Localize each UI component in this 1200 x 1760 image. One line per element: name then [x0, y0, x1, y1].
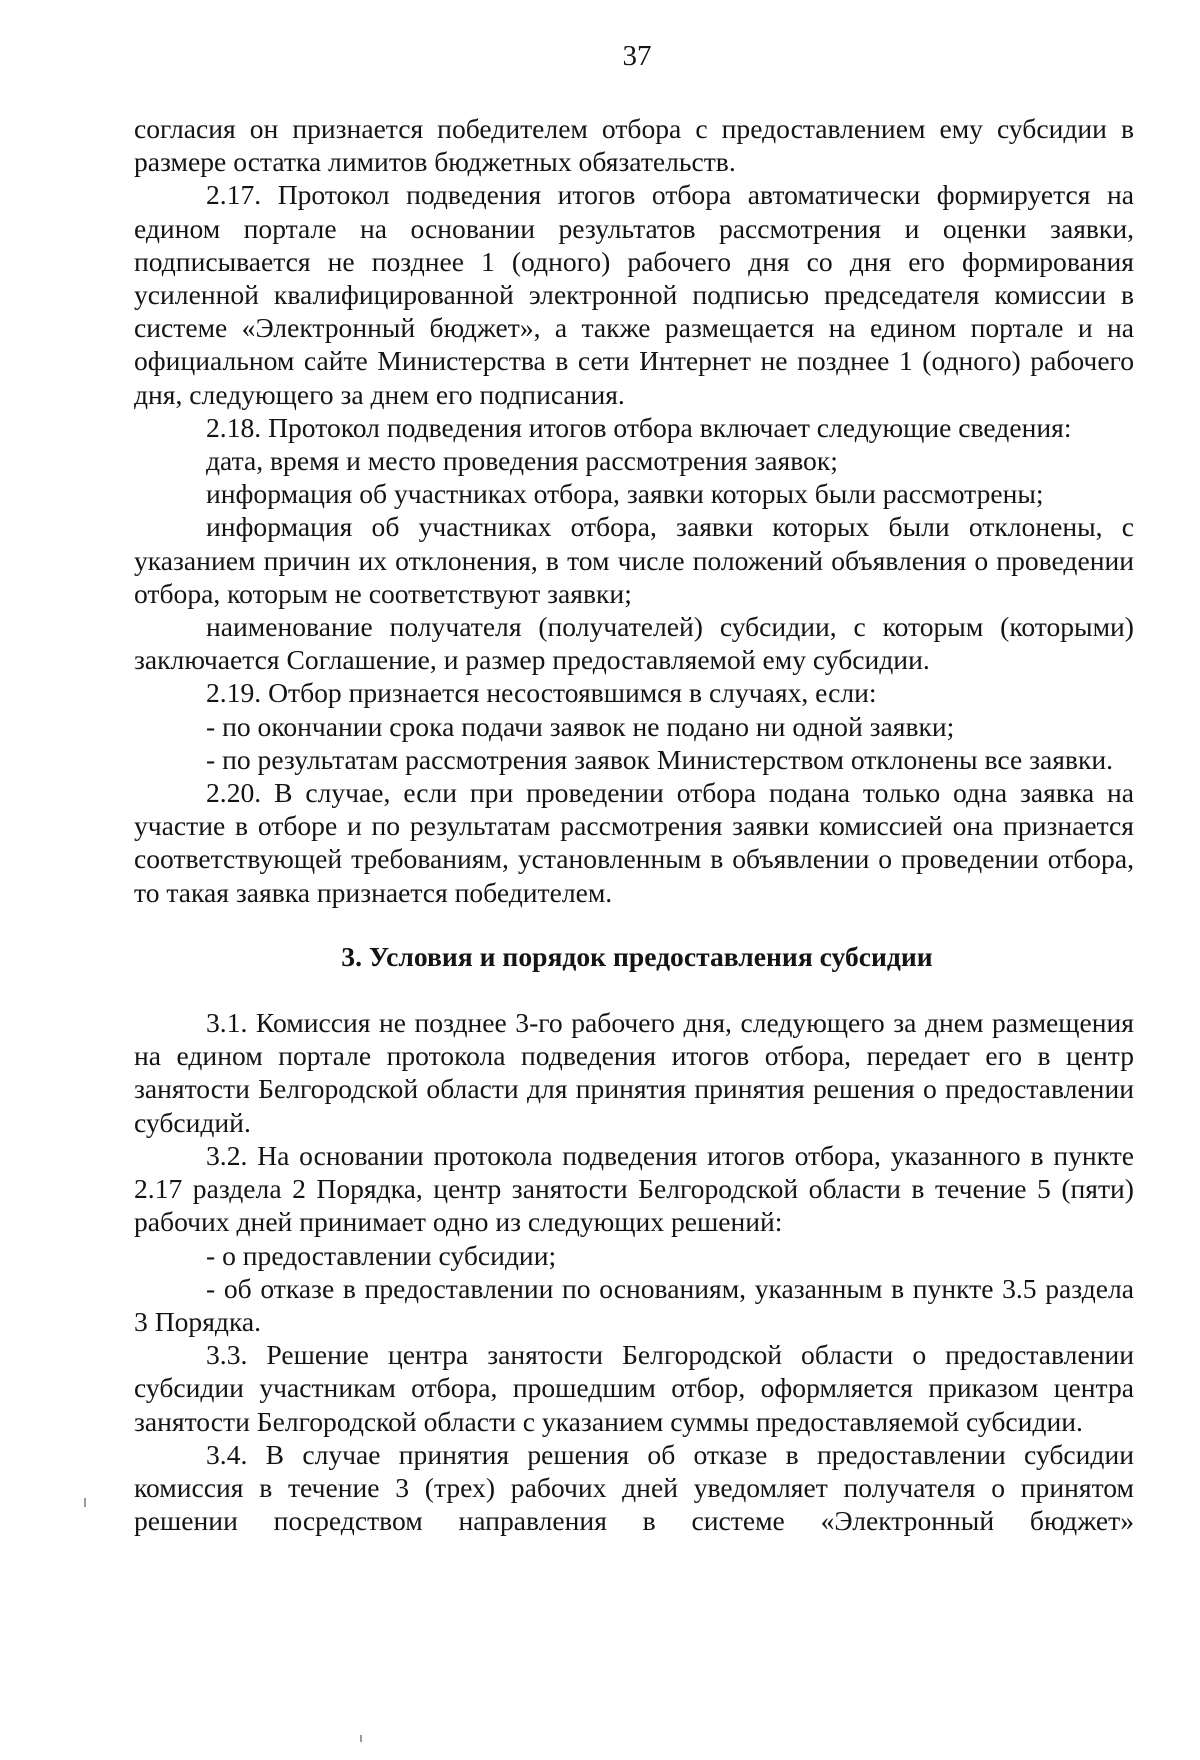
paragraph: 2.17. Протокол подведения итогов отбора автоматически формируется на едином портале на основании результатов рассмотрения и оценки заявки, подписывается не позднее 1 (одного) рабочего дня со дня его формирования усиленной квалифицированной электронной подписью председателя комиссии в системе «Электронный бюджет», а также размещается на едином портале и на официальном сайте Министерства в сети Интернет не позднее 1 (одного) рабочего дня, следующего за днем его подписания. [134, 179, 1134, 410]
section-heading: 3. Условия и порядок предоставления субсидии [341, 940, 933, 972]
body-text-bottom [134, 1006, 1134, 1537]
paragraph: 2.19. Отбор признается несостоявшимся в случаях, если: [206, 677, 877, 709]
body-text-top [134, 112, 1134, 909]
paragraph: 3.4. В случае принятия решения об отказе в предоставлении субсидии комиссия в течение 3 (трех) рабочих дней уведомляет получателя о принятом решении посредством направления в системе «Электронный бюджет» [134, 1438, 1134, 1537]
paragraph: согласия он признается победителем отбора с предоставлением ему субсидии в размере остатка лимитов бюджетных обязательств. [134, 113, 1134, 178]
list-item: - об отказе в предоставлении по основаниям, указанным в пункте 3.5 раздела 3 Порядка. [134, 1272, 1134, 1337]
scan-speck [84, 1498, 86, 1507]
paragraph: 2.20. В случае, если при проведении отбора подана только одна заявка на участие в отборе и по результатам рассмотрения заявки комиссией она признается соответствующей требованиям, установленным в объявлении о проведении отбора, то такая заявка признается победителем. [134, 777, 1134, 908]
paragraph: 3.2. На основании протокола подведения итогов отбора, указанного в пункте 2.17 раздела 2 Порядка, центр занятости Белгородской области в течение 5 (пяти) рабочих дней принимает одно из следующих решений: [134, 1139, 1134, 1238]
paragraph: 3.3. Решение центра занятости Белгородской области о предоставлении субсидии участникам отбора, прошедшим отбор, оформляется приказом центра занятости Белгородской области с указанием суммы предоставляемой субсидии. [134, 1339, 1134, 1437]
paragraph: 3.1. Комиссия не позднее 3-го рабочего дня, следующего за днем размещения на едином портале протокола подведения итогов отбора, передает его в центр занятости Белгородской области для принятия принятия решения о предоставлении субсидий. [134, 1007, 1134, 1138]
list-item: - по результатам рассмотрения заявок Министерством отклонены все заявки. [206, 743, 1114, 775]
list-item: - о предоставлении субсидии; [206, 1239, 557, 1271]
paragraph: информация об участниках отбора, заявки которых были отклонены, с указанием причин их отклонения, в том числе положений объявления о проведении отбора, которым не соответствуют заявки; [134, 511, 1134, 609]
list-item: - по окончании срока подачи заявок не подано ни одной заявки; [206, 710, 955, 742]
paragraph: наименование получателя (получателей) субсидии, с которым (которыми) заключается Соглашение, и размер предоставляемой ему субсидии. [134, 611, 1134, 676]
paragraph: 2.18. Протокол подведения итогов отбора включает следующие сведения: [206, 411, 1072, 443]
paragraph: информация об участниках отбора, заявки которых были рассмотрены; [206, 478, 1044, 510]
page-number: 37 [622, 40, 652, 72]
scan-speck [360, 1735, 362, 1742]
paragraph: дата, время и место проведения рассмотрения заявок; [206, 445, 838, 477]
